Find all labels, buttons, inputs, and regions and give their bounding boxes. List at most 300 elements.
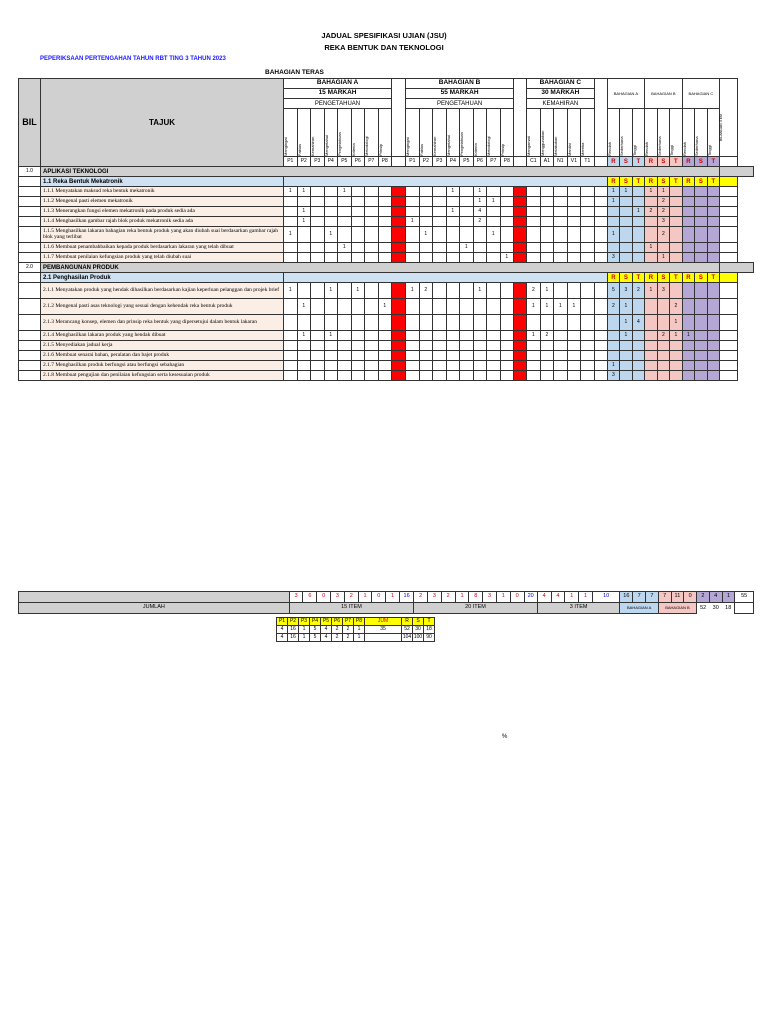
b-value: [460, 315, 474, 331]
rst-label: S: [620, 177, 633, 187]
spacer: [720, 371, 738, 381]
jum-c: 1: [565, 592, 579, 603]
b-value: [487, 283, 501, 299]
rst-value: [620, 217, 633, 227]
rst-value: [682, 227, 695, 243]
rst-code: T: [707, 157, 720, 167]
subtopic-fill: [284, 273, 608, 283]
b-value: [460, 227, 474, 243]
rst-value: 2: [632, 283, 645, 299]
spacer: [720, 227, 738, 243]
a-value: [365, 361, 379, 371]
rst-value: 2: [657, 331, 670, 341]
b-value: [406, 299, 420, 315]
c-value: [567, 371, 581, 381]
a-value: [284, 341, 298, 351]
jum-b-total: 20: [524, 592, 537, 603]
a-value: [351, 351, 365, 361]
mini-value: 4: [277, 634, 288, 642]
b-value: [500, 331, 514, 341]
rst-value: [682, 253, 695, 263]
bahagian-b-header: BAHAGIAN B: [406, 79, 514, 89]
b-value: [460, 341, 474, 351]
jum-b: 2: [441, 592, 455, 603]
jum-b: 2: [414, 592, 428, 603]
jum-a: 3: [289, 592, 303, 603]
rst-value: [695, 371, 708, 381]
a-value: 1: [297, 217, 311, 227]
rst-label: T: [632, 273, 645, 283]
separator: [392, 243, 406, 253]
a-level-label: Mengingat: [283, 136, 288, 156]
rst-value: [632, 331, 645, 341]
rst-value: [707, 197, 720, 207]
pct: 52: [700, 604, 707, 611]
subtopic-fill: [284, 177, 608, 187]
b-value: [446, 197, 460, 207]
a-value: [351, 331, 365, 341]
a-value: [297, 371, 311, 381]
a-value: [311, 299, 325, 315]
rst-value: 2: [657, 197, 670, 207]
row-bil: 1.0: [19, 167, 41, 177]
row-bil: [19, 227, 41, 243]
mini-header: JUM: [365, 618, 402, 626]
a-value: [351, 371, 365, 381]
a-value: [338, 341, 352, 351]
jum-a: 2: [344, 592, 358, 603]
rst-value: [695, 207, 708, 217]
mini-value: 5: [310, 634, 321, 642]
rst-value: [620, 341, 633, 351]
rst-value: [707, 331, 720, 341]
table-row: [19, 177, 754, 187]
b-level-label: Pengetahuan: [459, 131, 465, 156]
b-value: [419, 299, 433, 315]
topic-fill: [720, 167, 754, 177]
rst-value: [607, 315, 620, 331]
rst-value: [707, 371, 720, 381]
rst-value: [607, 351, 620, 361]
b-value: [433, 371, 447, 381]
b-value: [433, 197, 447, 207]
code-a: P6: [351, 157, 365, 167]
c-value: [581, 341, 595, 351]
table-row: [19, 299, 754, 315]
rst2-level: [682, 109, 695, 157]
jum-a: 1: [358, 592, 372, 603]
c-value: [527, 253, 541, 263]
separator: [392, 315, 406, 331]
b-value: [500, 341, 514, 351]
rst-value: [707, 283, 720, 299]
rst-value: [682, 361, 695, 371]
a-value: [351, 197, 365, 207]
code-b: P7: [487, 157, 501, 167]
b-value: [446, 243, 460, 253]
rst-label: S: [695, 177, 708, 187]
rst-value: [695, 351, 708, 361]
rst-value: [695, 243, 708, 253]
a-value: [365, 331, 379, 341]
rst-value: 2: [657, 227, 670, 243]
a-value: [338, 207, 352, 217]
rst0-level-label: Sederhana: [619, 135, 625, 156]
rst-value: [682, 283, 695, 299]
a-level: [284, 109, 298, 157]
b-value: [460, 351, 474, 361]
code-c: A1: [540, 157, 554, 167]
rst-label: S: [657, 177, 670, 187]
mini-value: 100: [413, 634, 423, 640]
b-level-label: Mengetahui: [445, 134, 451, 156]
mini-summary-table: [276, 617, 435, 642]
b-value: [500, 351, 514, 361]
mini-value: 104: [402, 634, 412, 640]
mini-value: 18: [424, 626, 435, 634]
c-value: 1: [540, 283, 554, 299]
b-value: [473, 341, 487, 351]
separator: [392, 187, 406, 197]
rst-value: 1: [620, 299, 633, 315]
rst-value: [707, 243, 720, 253]
b-value: 1: [487, 197, 501, 207]
a-value: [338, 217, 352, 227]
jum-b: 0: [510, 592, 524, 603]
jum-a: 0: [317, 592, 331, 603]
c-value: [567, 361, 581, 371]
pct: 30: [712, 604, 719, 611]
rst-label: R: [645, 177, 658, 187]
rst-value: 3: [657, 283, 670, 299]
rst-code: T: [670, 157, 683, 167]
b-value: [406, 315, 420, 331]
separator: [392, 299, 406, 315]
separator: [392, 341, 406, 351]
a-value: [378, 217, 392, 227]
a-value: [338, 351, 352, 361]
a-value: 1: [297, 331, 311, 341]
b-value: [433, 187, 447, 197]
topic-description: 1.1.1 Menyatakan maksud reka bentuk mekatronik: [41, 187, 284, 197]
table-row: [19, 351, 754, 361]
rst-value: 1: [645, 283, 658, 299]
rst-value: [707, 351, 720, 361]
a-value: [324, 207, 338, 217]
code-b: P2: [419, 157, 433, 167]
a-value: [311, 371, 325, 381]
mini-value: 2: [343, 626, 354, 634]
a-value: [284, 361, 298, 371]
c-value: [581, 331, 595, 341]
table-row: [19, 273, 754, 283]
rst-value: [632, 341, 645, 351]
jum-b: 3: [483, 592, 497, 603]
c-value: [540, 217, 554, 227]
a-value: [324, 187, 338, 197]
a-level: [324, 109, 338, 157]
b-value: 1: [473, 283, 487, 299]
spacer: [594, 351, 607, 361]
b-value: 2: [473, 217, 487, 227]
b-level: [487, 109, 501, 157]
c-value: [567, 227, 581, 243]
a-value: [297, 351, 311, 361]
a-value: [378, 361, 392, 371]
a-value: [338, 227, 352, 243]
b-value: 4: [473, 207, 487, 217]
table-row: [19, 283, 754, 299]
a-value: [365, 253, 379, 263]
rst-value: 1: [682, 331, 695, 341]
b-value: [433, 299, 447, 315]
row-bil: [19, 253, 41, 263]
a-value: 1: [297, 187, 311, 197]
rst-label: T: [670, 177, 683, 187]
rst-value: 3: [607, 371, 620, 381]
rst-value: [682, 315, 695, 331]
b-value: 1: [419, 227, 433, 243]
rst-label: S: [695, 273, 708, 283]
b-value: [406, 253, 420, 263]
footer-mark: %: [502, 734, 508, 740]
c-value: [540, 351, 554, 361]
jum-rst-a: 7: [646, 592, 659, 603]
c-value: [567, 207, 581, 217]
bahagian-c-header: BAHAGIAN C: [527, 79, 595, 89]
b-value: [500, 243, 514, 253]
rst-value: [607, 341, 620, 351]
a-value: [365, 187, 379, 197]
a-value: [324, 243, 338, 253]
rst-value: [707, 315, 720, 331]
a-value: [311, 351, 325, 361]
a-level-label: Kemahiran: [310, 136, 315, 156]
a-value: [351, 253, 365, 263]
topic-title: APLIKASI TEKNOLOGI: [41, 167, 720, 177]
spacer: [720, 207, 738, 217]
code-b: P3: [433, 157, 447, 167]
c-level: [567, 109, 581, 157]
a-value: [311, 331, 325, 341]
b-value: [500, 361, 514, 371]
code-b: P8: [500, 157, 514, 167]
c-value: [527, 197, 541, 207]
a-value: 1: [297, 299, 311, 315]
rst-code: R: [607, 157, 620, 167]
rst-label: T: [632, 177, 645, 187]
a-value: [365, 217, 379, 227]
c-value: [554, 315, 568, 331]
b-value: [500, 299, 514, 315]
mini-value: 4: [277, 626, 288, 634]
spacer: [594, 243, 607, 253]
row-bil: [19, 217, 41, 227]
rst-value: 2: [607, 299, 620, 315]
a-level: [338, 109, 352, 157]
mini-header: P7: [343, 618, 354, 626]
doc-subject: REKA BENTUK DAN TEKNOLOGI: [324, 43, 444, 52]
c-value: 1: [554, 299, 568, 315]
rst-value: [620, 197, 633, 207]
spacer: [594, 207, 607, 217]
b-value: [487, 371, 501, 381]
rst2-level-label: Sederhana: [694, 135, 700, 156]
topic-description: 1.1.6 Membuat penambahbaikan kepada produk berdasarkan lakaran yang telah dibuat: [41, 243, 284, 253]
spacer: [594, 253, 607, 263]
b-value: [419, 371, 433, 381]
b-value: [460, 283, 474, 299]
spacer: [594, 341, 607, 351]
rst-value: [695, 331, 708, 341]
rst-value: 1: [657, 187, 670, 197]
b-value: [406, 243, 420, 253]
c-value: [554, 187, 568, 197]
spacer: [594, 217, 607, 227]
c-value: [567, 341, 581, 351]
b-value: [460, 331, 474, 341]
a-value: 1: [338, 243, 352, 253]
b-value: [446, 227, 460, 243]
rst0-level-label: Rendah: [606, 141, 612, 156]
rst-value: [632, 351, 645, 361]
label-a: BAHAGIAN A: [620, 603, 658, 614]
b-value: 2: [419, 283, 433, 299]
mini-header: S: [413, 618, 424, 626]
b-value: [473, 253, 487, 263]
spacer: [594, 283, 607, 299]
c-level-label: Melakukan: [553, 136, 559, 156]
rst1-level-label: Sederhana: [656, 135, 662, 156]
c-value: [540, 187, 554, 197]
rst-value: [695, 299, 708, 315]
a-level: [378, 109, 392, 157]
a-value: [351, 187, 365, 197]
a-value: [297, 315, 311, 331]
mini-value: 2: [343, 634, 354, 642]
b-value: [419, 341, 433, 351]
rst-value: 1: [607, 187, 620, 197]
jum-rst-b: 7: [658, 592, 671, 603]
bilangan-item-header: BILANGAN ITEM: [719, 113, 724, 141]
row-bil: [19, 283, 41, 299]
spacer: [594, 331, 607, 341]
code-b: P6: [473, 157, 487, 167]
b-value: [500, 197, 514, 207]
b-value: [460, 361, 474, 371]
b-value: [419, 217, 433, 227]
bahagian-b-type: PENGETAHUAN: [406, 99, 514, 109]
mini-value: 4: [321, 634, 332, 642]
c-value: [567, 351, 581, 361]
c-value: [567, 283, 581, 299]
rst-value: [682, 371, 695, 381]
separator: [514, 331, 527, 341]
rst-value: [607, 243, 620, 253]
separator: [392, 197, 406, 207]
a-value: [351, 361, 365, 371]
rst-value: 2: [645, 207, 658, 217]
a-value: [311, 207, 325, 217]
rst-value: [632, 371, 645, 381]
b-value: [487, 217, 501, 227]
code-c: N1: [554, 157, 568, 167]
separator: [392, 331, 406, 341]
a-value: [311, 187, 325, 197]
a-value: [365, 371, 379, 381]
a-value: [284, 197, 298, 207]
rst-value: [682, 341, 695, 351]
a-value: [338, 197, 352, 207]
b-level-label: Mengingat: [405, 136, 411, 156]
separator: [514, 299, 527, 315]
rst-value: [695, 187, 708, 197]
row-bil: [19, 187, 41, 197]
a-value: [365, 341, 379, 351]
a-value: [365, 315, 379, 331]
c-value: [581, 207, 595, 217]
b-value: [433, 315, 447, 331]
b-value: [446, 283, 460, 299]
separator: [514, 217, 527, 227]
mini-value: 16: [288, 626, 299, 634]
rst-value: [632, 243, 645, 253]
a-value: [351, 217, 365, 227]
a-level: [297, 109, 311, 157]
c-value: [527, 207, 541, 217]
table-row: [19, 361, 754, 371]
spacer: [594, 299, 607, 315]
rst-label: R: [645, 273, 658, 283]
row-bil: [19, 341, 41, 351]
b-value: [406, 371, 420, 381]
b-value: [433, 227, 447, 243]
code-a: P3: [311, 157, 325, 167]
bahagian-c-markah: 30 MARKAH: [527, 89, 595, 99]
c-value: [540, 207, 554, 217]
rst-code: S: [657, 157, 670, 167]
separator: [514, 243, 527, 253]
row-bil: [19, 273, 41, 283]
section-teras: BAHAGIAN TERAS: [265, 69, 324, 76]
rst-value: [707, 187, 720, 197]
jum-grand: 55: [735, 592, 754, 603]
rst-code: T: [632, 157, 645, 167]
rst-value: [632, 299, 645, 315]
a-value: [378, 253, 392, 263]
a-value: [324, 197, 338, 207]
rst-value: [657, 243, 670, 253]
spacer: [720, 299, 738, 315]
rst-value: [707, 361, 720, 371]
rst-value: [682, 207, 695, 217]
table-row: [19, 315, 754, 331]
rst2-level: [707, 109, 720, 157]
topic-description: 1.1.2 Mengenal pasti elemen mekatronik: [41, 197, 284, 207]
b-value: 1: [473, 187, 487, 197]
rst-value: [670, 341, 683, 351]
table-row: [19, 263, 754, 273]
a-value: [311, 217, 325, 227]
rst2-level-label: Tinggi: [706, 144, 712, 156]
jum-c: 4: [551, 592, 565, 603]
rst-value: [682, 187, 695, 197]
rst1-level-label: Tinggi: [669, 144, 675, 156]
rst-value: [632, 197, 645, 207]
mini-header: P6: [332, 618, 343, 626]
b-level: [446, 109, 460, 157]
b-level: [433, 109, 447, 157]
